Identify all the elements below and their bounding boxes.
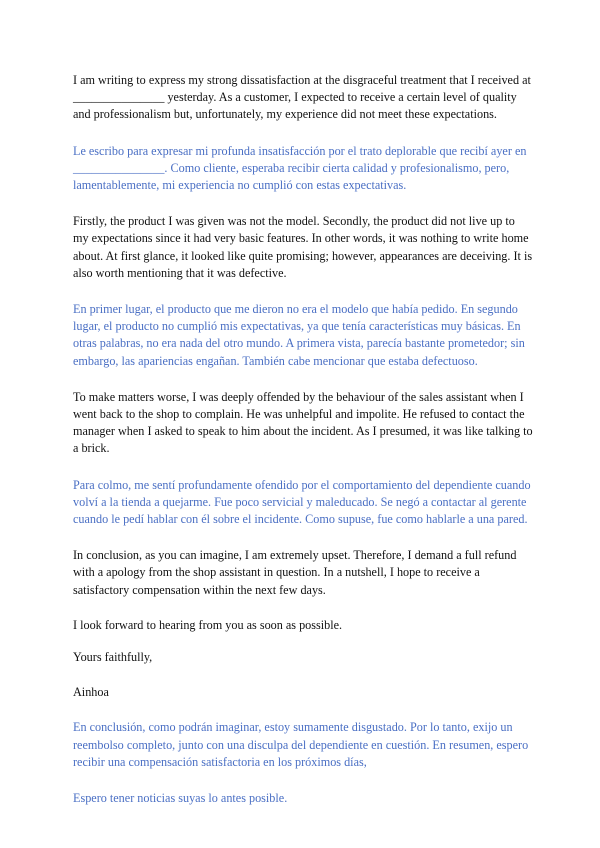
paragraph-3-english: To make matters worse, I was deeply offended by the behaviour of the sales assistant when I went back to the shop to complain. He was unhelpful and impolite. He refused to contact the manager when I asked to speak to him about the incident. As I presumed, it was like talking to a brick.	[73, 389, 533, 456]
signature-name: Ainhoa	[73, 685, 109, 700]
paragraph-2-spanish: En primer lugar, el producto que me dieron no era el modelo que había pedido. En segundo lugar, el producto no cumplió mis expectativas, ya que tenía características muy básicas. En otras palabras, no era nada del otro mundo. A primera vista, parecía bastante prometedor; sin embargo, las apariencias engañan. También cabe mencionar que estaba defectuoso.	[73, 302, 525, 368]
paragraph-2-english: Firstly, the product I was given was not the model. Secondly, the product did not live up to my expectations since it had very basic features. In other words, it was nothing to write home about. At first glance, it looked like quite promising; however, appearances are deceiving. It is also worth mentioning that it was defective.	[73, 214, 533, 280]
paragraph-5-spanish: Espero tener noticias suyas lo antes posible.	[73, 791, 288, 806]
paragraph-1-english: I am writing to express my strong dissatisfaction at the disgraceful treatment that I received at _______________ yesterday. As a customer, I expected to receive a certain level of quality and professionalism but, unfortunately, my experience did not meet these expectations.	[73, 73, 531, 122]
closing-salutation: Yours faithfully,	[73, 650, 153, 665]
paragraph-1-spanish: Le escribo para expresar mi profunda insatisfacción por el trato deplorable que recibí ayer en _______________. Como cliente, esperaba recibir cierta calidad y profesionalismo, pero, lamentablemente, mi experiencia no cumplió con estas expectativas.	[73, 143, 527, 193]
paragraph-4-spanish: En conclusión, como podrán imaginar, estoy sumamente disgustado. Por lo tanto, exijo un reembolso completo, junto con una disculpa del dependiente en cuestión. En resumen, espero recibir una compensación satisfactoria en los próximos días,	[73, 720, 529, 769]
letter-document	[73, 72, 533, 807]
paragraph-5-english: I look forward to hearing from you as soon as possible.	[73, 617, 343, 632]
paragraph-3-spanish: Para colmo, me sentí profundamente ofendido por el comportamiento del dependiente cuando volví a la tienda a quejarme. Fue poco servicial y maleducado. Se negó a contactar al gerente cuando le pedí hablar con él sobre el incidente. Como supuse, fue como hablarle a una pared.	[73, 477, 531, 527]
paragraph-4-english: In conclusion, as you can imagine, I am extremely upset. Therefore, I demand a full refund with a apology from the shop assistant in question. In a nutshell, I hope to receive a satisfactory compensation within the next few days.	[73, 548, 517, 597]
